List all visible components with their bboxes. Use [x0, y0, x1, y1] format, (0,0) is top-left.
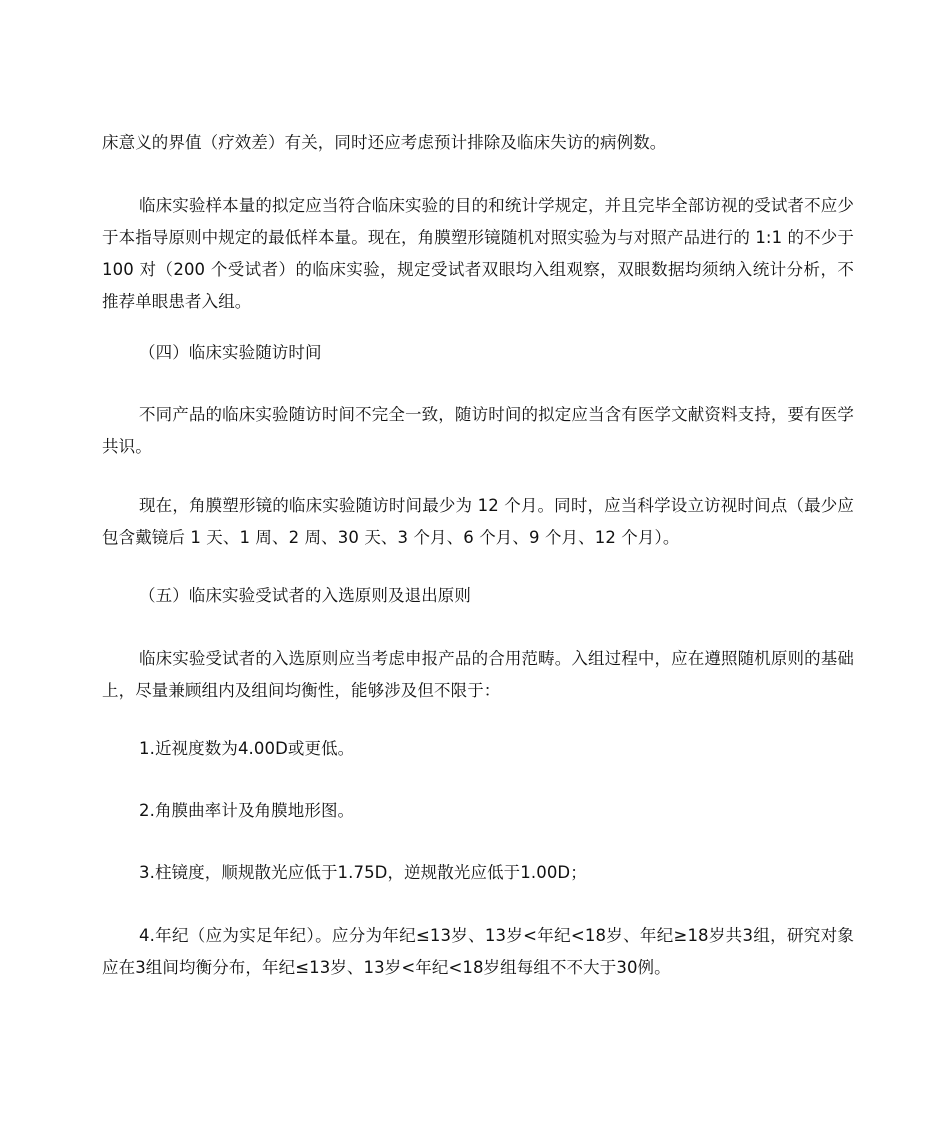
- paragraph-follow-up-variation: 不同产品的临床实验随访时间不完全一致，随访时间的拟定应当含有医学文献资料支持，要有医学共识。: [102, 405, 854, 456]
- list-item-keratometry: 2.角膜曲率计及角膜地形图。: [139, 801, 355, 820]
- section-heading-follow-up-time: （四）临床实验随访时间: [139, 343, 322, 362]
- paragraph-sample-size: 临床实验样本量的拟定应当符合临床实验的目的和统计学规定，并且完毕全部访视的受试者不应少于本指导原则中规定的最低样本量。现在，角膜塑形镜随机对照实验为与对照产品进行的 1:1 的不少于 100 对（200 个受试者）的临床实验，规定受试者双眼均入组观察，双眼数据均须纳入统计分析，不推荐单眼患者入组。: [102, 196, 854, 311]
- paragraph-follow-up-points: 现在，角膜塑形镜的临床实验随访时间最少为 12 个月。同时，应当科学设立访视时间点（最少应包含戴镜后 1 天、1 周、2 周、30 天、3 个月、6 个月、9 个月、12 个月）。: [102, 496, 854, 547]
- list-item-myopia: 1.近视度数为4.00D或更低。: [139, 739, 355, 758]
- list-item-astigmatism: 3.柱镜度，顺规散光应低于1.75D，逆规散光应低于1.00D；: [139, 863, 587, 882]
- paragraph-continuation: 床意义的界值（疗效差）有关，同时还应考虑预计排除及临床失访的病例数。: [102, 133, 667, 152]
- list-item-age: 4.年纪（应为实足年纪）。应分为年纪≤13岁、13岁<年纪<18岁、年纪≥18岁共3组，研究对象应在3组间均衡分布，年纪≤13岁、13岁<年纪<18岁组每组不不大于30例。: [102, 926, 854, 977]
- section-heading-inclusion-criteria: （五）临床实验受试者的入选原则及退出原则: [139, 586, 471, 605]
- paragraph-inclusion-scope: 临床实验受试者的入选原则应当考虑申报产品的合用范畴。入组过程中，应在遵照随机原则的基础上，尽量兼顾组内及组间均衡性，能够涉及但不限于：: [102, 649, 854, 700]
